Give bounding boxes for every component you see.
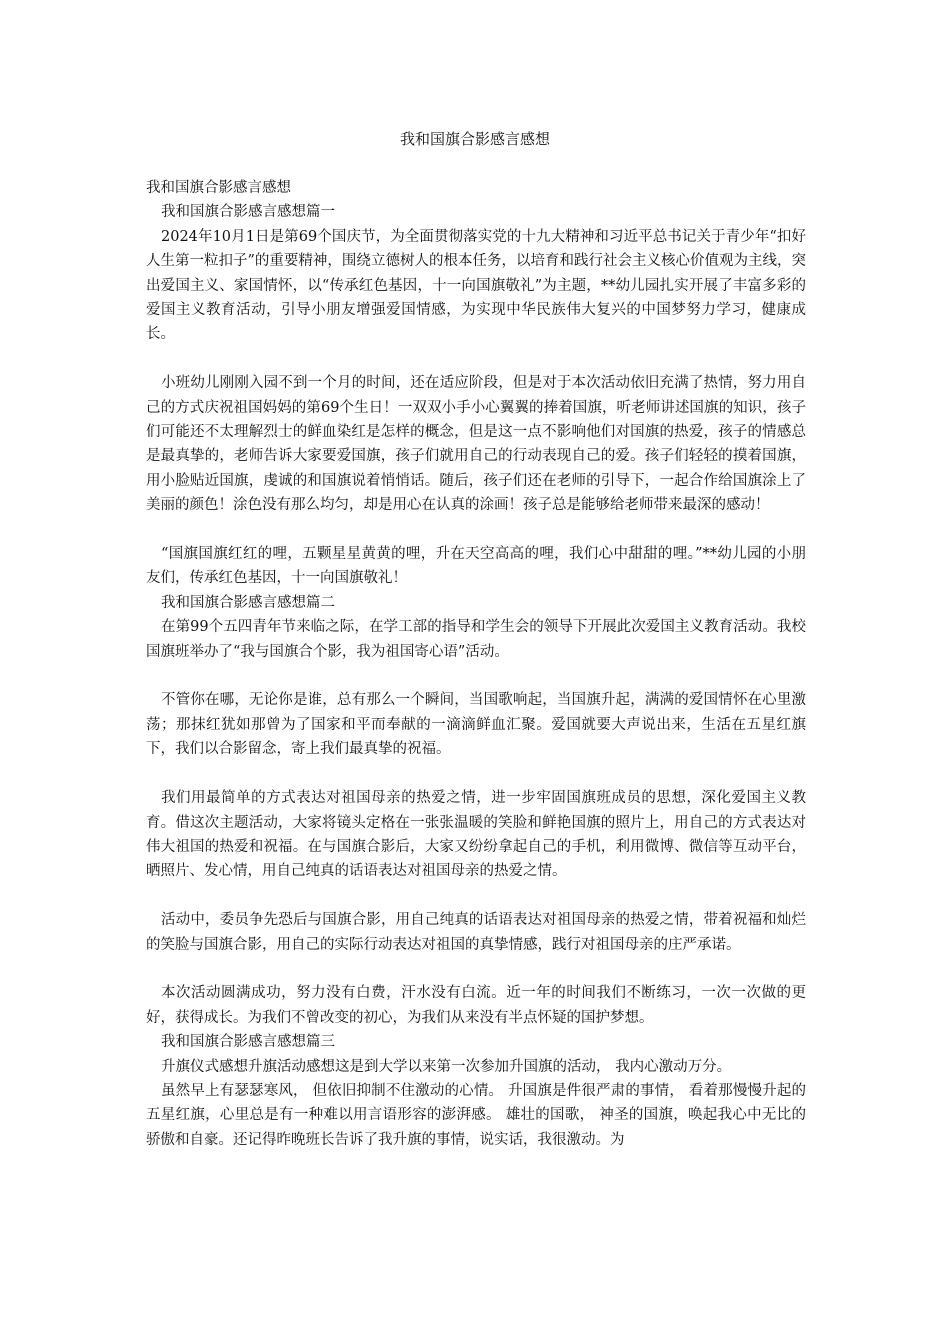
body-paragraph: 本次活动圆满成功，努力没有白费，汗水没有白流。近一年的时间我们不断练习，一次一次做的更好，获得成长。为我们不曾改变的初心，为我们从来没有半点怀疑的国护梦想。 bbox=[146, 985, 806, 1026]
body-paragraph: “国旗国旗红红的哩，五颗星星黄黄的哩，升在天空高高的哩，我们心中甜甜的哩。”**幼儿园的小朋友们，传承红色基因，十一向国旗敬礼！ bbox=[146, 546, 806, 587]
document-body bbox=[146, 176, 806, 1152]
paragraph-spacer bbox=[146, 664, 806, 688]
body-paragraph: 小班幼儿刚刚入园不到一个月的时间，还在适应阶段，但是对于本次活动依旧充满了热情，努力用自己的方式庆祝祖国妈妈的第69个生日！一双双小手小心翼翼的捧着国旗，听老师讲述国旗的知识，孩子们可能还不太理解烈士的鲜血染红是怎样的概念，但是这一点不影响他们对国旗的热爱，孩子的情感总是最真挚的，老师告诉大家要爱国旗，孩子们就用自己的行动表现自己的爱。孩子们轻轻的摸着国旗，用小脸贴近国旗，虔诚的和国旗说着悄悄话。随后，孩子们还在老师的引导下，一起合作给国旗涂上了美丽的颜色！涂色没有那么均匀，却是用心在认真的涂画！孩子总是能够给老师带来最深的感动！ bbox=[146, 375, 806, 514]
body-paragraph: 我们用最简单的方式表达对祖国母亲的热爱之情，进一步牢固国旗班成员的思想，深化爱国主义教育。借这次主题活动，大家将镜头定格在一张张温暖的笑脸和鲜艳国旗的照片上，用自己的方式表达对伟大祖国的热爱和祝福。在与国旗合影后，大家又纷纷拿起自己的手机，利用微博、微信等互动平台，晒照片、发心情，用自己纯真的话语表达对祖国母亲的热爱之情。 bbox=[146, 790, 806, 880]
body-paragraph: 2024年10月1日是第69个国庆节，为全面贯彻落实党的十九大精神和习近平总书记关于青少年“扣好人生第一粒扣子”的重要精神，围绕立德树人的根本任务，以培育和践行社会主义核心价值观为主线，突出爱国主义、家国情怀，以“传承红色基因，十一向国旗敬礼”为主题，**幼儿园扎实开展了丰富多彩的爱国主义教育活动，引导小朋友增强爱国情感，为实现中华民族伟大复兴的中国梦努力学习，健康成长。 bbox=[146, 228, 806, 343]
paragraph-spacer bbox=[146, 347, 806, 371]
body-paragraph: 升旗仪式感想升旗活动感想这是到大学以来第一次参加升国旗的活动， 我内心激动万分。 bbox=[161, 1058, 732, 1075]
section-heading: 我和国旗合影感言感想篇一 bbox=[161, 204, 335, 221]
paragraph-spacer bbox=[146, 518, 806, 542]
body-paragraph: 虽然早上有瑟瑟寒风， 但依旧抑制不住激动的心情。 升国旗是件很严肃的事情， 看着那慢慢升起的五星红旗，心里总是有一种难以用言语形容的澎湃感。 雄壮的国歌， 神圣的国旗，唤起我心中无比的骄傲和自豪。还记得昨晚班长告诉了我升旗的事情，说实话，我很激动。为 bbox=[146, 1082, 806, 1148]
section-heading: 我和国旗合影感言感想篇三 bbox=[161, 1034, 335, 1051]
paragraph-spacer bbox=[146, 762, 806, 786]
section-heading: 我和国旗合影感言感想篇二 bbox=[161, 594, 335, 611]
paragraph-spacer bbox=[146, 957, 806, 981]
body-paragraph: 不管你在哪，无论你是谁，总有那么一个瞬间，当国歌响起，当国旗升起，满满的爱国情怀在心里激荡；那抹红犹如那曾为了国家和平而奉献的一滴滴鲜血汇聚。爱国就要大声说出来，生活在五星红旗下，我们以合影留念，寄上我们最真挚的祝福。 bbox=[146, 692, 806, 758]
body-paragraph: 在第99个五四青年节来临之际，在学工部的指导和学生会的领导下开展此次爱国主义教育活动。我校国旗班举办了“我与国旗合个影，我为祖国寄心语”活动。 bbox=[146, 619, 806, 660]
document-title: 我和国旗合影感言感想 bbox=[399, 130, 550, 148]
body-paragraph: 活动中，委员争先恐后与国旗合影，用自己纯真的话语表达对祖国母亲的热爱之情，带着祝福和灿烂的笑脸与国旗合影，用自己的实际行动表达对祖国的真挚情感，践行对祖国母亲的庄严承诺。 bbox=[146, 912, 806, 953]
paragraph-spacer bbox=[146, 884, 806, 908]
document-heading: 我和国旗合影感言感想 bbox=[146, 180, 291, 196]
